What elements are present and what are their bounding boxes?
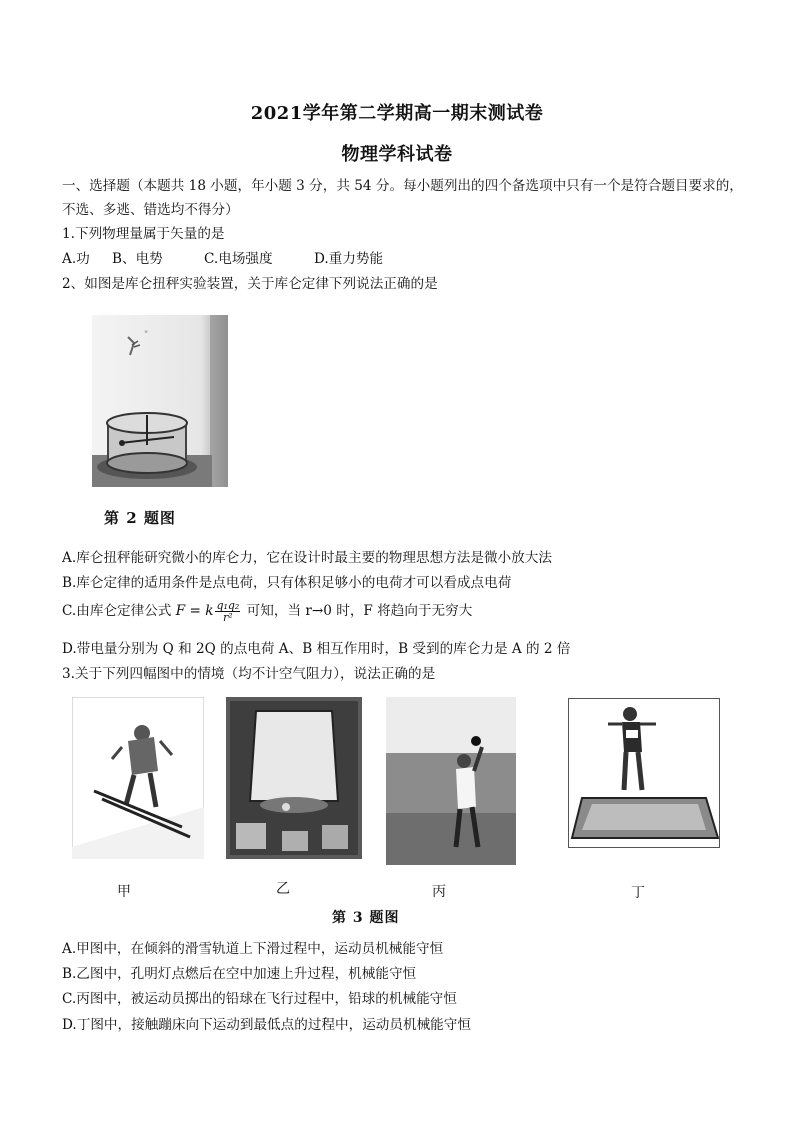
figure-3-caption: 第 3 题图 bbox=[332, 910, 400, 926]
q3-option-d: D.丁图中，接触蹦床向下运动到最低点的过程中，运动员机械能守恒 bbox=[62, 1017, 471, 1033]
figure-3-label-yi: 乙 bbox=[276, 881, 290, 897]
q2-option-c-suffix: 可知，当 r→0 时，F 将趋向于无穷大 bbox=[246, 603, 473, 619]
section-instructions-line1: 一、选择题（本题共 18 小题，年小题 3 分，共 54 分。每小题列出的四个备选项中只有一个是符合题目要求的， bbox=[62, 178, 743, 194]
coulomb-formula-lhs: F = k bbox=[175, 603, 214, 619]
q1-option-a: A.功 bbox=[62, 251, 90, 267]
photo-trampoline bbox=[568, 698, 720, 848]
exam-subtitle: 物理学科试卷 bbox=[341, 144, 453, 165]
q1-option-b: B、电势 bbox=[112, 251, 163, 267]
photo-sky-lantern bbox=[226, 697, 362, 859]
figure-2-caption: 第 2 题图 bbox=[104, 509, 176, 527]
question-2-stem: 2、如图是库仑扭秤实验装置，关于库仑定律下列说法正确的是 bbox=[62, 276, 438, 292]
q2-option-d: D.带电量分别为 Q 和 2Q 的点电荷 A、B 相互作用时，B 受到的库仑力是 A 的 2 倍 bbox=[62, 641, 571, 657]
figure-3-label-ding: 丁 bbox=[631, 885, 645, 901]
q2-option-c-prefix: C.由库仑定律公式 bbox=[62, 603, 172, 619]
figure-3-label-bing: 丙 bbox=[432, 884, 446, 900]
question-3-stem: 3.关于下列四幅图中的情境（均不计空气阻力），说法正确的是 bbox=[62, 666, 436, 682]
question-1-stem: 1.下列物理量属于矢量的是 bbox=[62, 226, 225, 242]
coulomb-formula-fraction bbox=[215, 600, 240, 623]
torsion-balance-photo bbox=[92, 315, 228, 487]
photo-shot-put bbox=[386, 697, 516, 865]
svg-text:": " bbox=[144, 330, 149, 340]
photo-skier bbox=[72, 697, 204, 859]
q1-option-d: D.重力势能 bbox=[314, 251, 384, 267]
q2-option-a: A.库仑扭秤能研究微小的库仑力，它在设计时最主要的物理思想方法是微小放大法 bbox=[62, 550, 552, 566]
figure-3-label-jia: 甲 bbox=[117, 884, 131, 900]
q3-option-b: B.乙图中，孔明灯点燃后在空中加速上升过程，机械能守恒 bbox=[62, 966, 417, 982]
formula-numerator: q₁q₂ bbox=[216, 599, 240, 612]
q1-option-c: C.电场强度 bbox=[204, 251, 273, 267]
q2-option-c bbox=[62, 600, 472, 623]
q2-option-b: B.库仑定律的适用条件是点电荷，只有体积足够小的电荷才可以看成点电荷 bbox=[62, 575, 512, 591]
question-1-options bbox=[62, 250, 383, 268]
section-instructions-line2: 不选、多逃、错选均不得分） bbox=[62, 202, 239, 218]
exam-title: 2021学年第二学期高一期末测试卷 bbox=[250, 103, 544, 124]
q3-option-a: A.甲图中，在倾斜的滑雪轨道上下滑过程中，运动员机械能守恒 bbox=[62, 941, 444, 957]
q3-option-c: C.丙图中，被运动员掷出的铅球在飞行过程中，铅球的机械能守恒 bbox=[62, 991, 457, 1007]
formula-denominator: r² bbox=[223, 611, 233, 624]
